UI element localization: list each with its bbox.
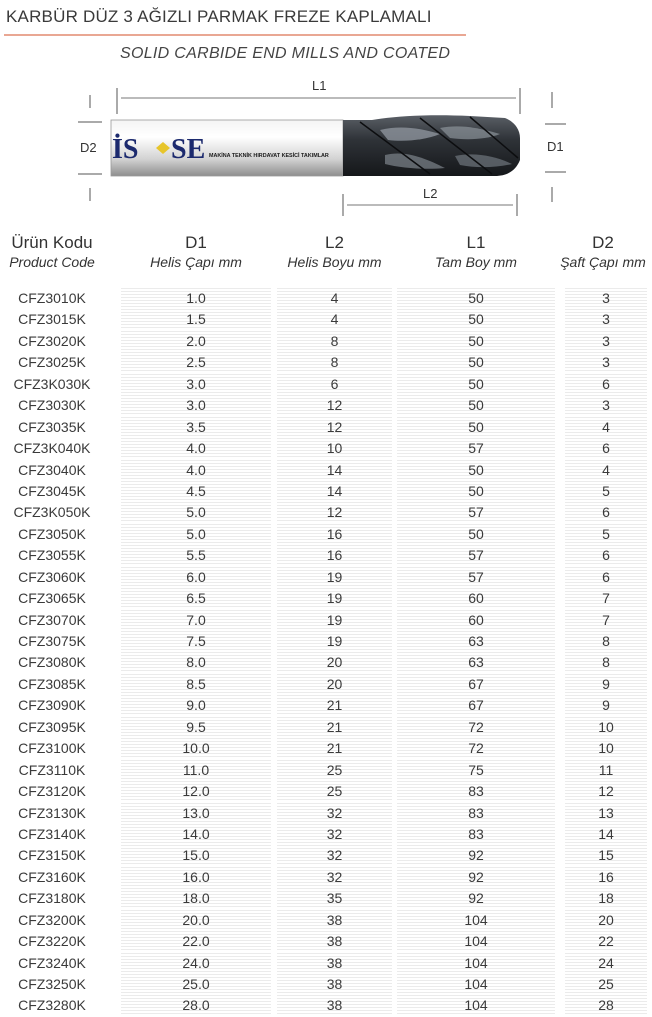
d1-cell: 2.0 (121, 331, 271, 351)
product-code-cell: CFZ3250K (18, 976, 86, 992)
d1-cell: 8.0 (121, 652, 271, 672)
l2-cell: 12 (277, 417, 392, 437)
l2-cell: 8 (277, 352, 392, 372)
header-d2 (555, 232, 651, 272)
header-product-code-tr: Ürün Kodu (11, 233, 93, 252)
d2-cell: 10 (565, 717, 647, 737)
header-l2 (262, 232, 407, 272)
d2-cell: 14 (565, 824, 647, 844)
table-row (0, 481, 652, 502)
d1-cell: 4.0 (121, 438, 271, 458)
product-code-cell: CFZ3045K (18, 482, 86, 499)
product-code-cell: CFZ3035K (18, 418, 86, 435)
l1-cell: 72 (397, 738, 555, 758)
table-row (0, 867, 652, 888)
d1-cell: 3.0 (121, 374, 271, 394)
d2-cell: 6 (565, 502, 647, 522)
l2-cell: 32 (277, 867, 392, 887)
d1-cell: 4.5 (121, 481, 271, 501)
title-underline (4, 34, 466, 36)
l1-cell: 63 (397, 652, 555, 672)
table-row (0, 845, 652, 866)
table-row (0, 545, 652, 566)
table-row (0, 995, 652, 1016)
tool-shank (111, 120, 343, 176)
l2-cell: 38 (277, 910, 392, 930)
d2-cell: 6 (565, 438, 647, 458)
l1-cell: 50 (397, 524, 555, 544)
l2-cell: 8 (277, 331, 392, 351)
l1-cell: 72 (397, 717, 555, 737)
d1-cell: 7.5 (121, 631, 271, 651)
d2-cell: 3 (565, 288, 647, 308)
product-code-cell: CFZ3010K (18, 290, 86, 306)
l2-cell: 32 (277, 845, 392, 865)
l1-cell: 92 (397, 888, 555, 908)
table-row (0, 803, 652, 824)
product-code-cell: CFZ3090K (18, 697, 86, 714)
d1-label: D1 (547, 139, 564, 154)
product-code-cell: CFZ3240K (18, 954, 86, 971)
l2-cell: 12 (277, 502, 392, 522)
d1-cell: 3.0 (121, 395, 271, 415)
header-l2-code: L2 (325, 233, 344, 252)
l1-cell: 104 (397, 974, 555, 994)
l1-cell: 50 (397, 374, 555, 394)
product-code-cell: CFZ3075K (18, 633, 86, 649)
header-l1-code: L1 (466, 233, 486, 252)
table-row (0, 674, 652, 695)
l2-cell: 6 (277, 374, 392, 394)
l1-cell: 57 (397, 502, 555, 522)
d1-cell: 12.0 (121, 781, 271, 801)
l2-cell: 16 (277, 545, 392, 565)
d1-cell: 9.0 (121, 695, 271, 715)
l1-cell: 83 (397, 781, 555, 801)
l2-cell: 38 (277, 931, 392, 951)
d2-cell: 9 (565, 674, 647, 694)
product-code-cell: CFZ3060K (18, 568, 86, 585)
l2-cell: 25 (277, 760, 392, 780)
l2-cell: 12 (277, 395, 392, 415)
table-row (0, 781, 652, 802)
product-code-cell: CFZ3110K (18, 761, 86, 778)
d2-label: D2 (80, 140, 97, 155)
product-table (0, 288, 652, 1017)
d1-cell: 18.0 (121, 888, 271, 908)
d2-cell: 22 (565, 931, 647, 951)
l2-cell: 19 (277, 631, 392, 651)
table-row (0, 438, 652, 459)
l2-cell: 35 (277, 888, 392, 908)
l2-cell: 4 (277, 309, 392, 329)
product-code-cell: CFZ3040K (18, 461, 86, 478)
table-row (0, 524, 652, 545)
header-l1 (397, 232, 555, 272)
product-code-cell: CFZ3180K (18, 890, 86, 907)
l2-cell: 38 (277, 974, 392, 994)
product-code-cell: CFZ3095K (18, 718, 86, 735)
l2-cell: 21 (277, 738, 392, 758)
header-product-code (0, 232, 104, 272)
l2-cell: 16 (277, 524, 392, 544)
d2-cell: 12 (565, 781, 647, 801)
d2-cell: 13 (565, 803, 647, 823)
table-row (0, 953, 652, 974)
d1-cell: 3.5 (121, 417, 271, 437)
table-row (0, 331, 652, 352)
product-code-cell: CFZ3K030K (13, 375, 91, 392)
end-mill-diagram (0, 70, 652, 230)
product-code-cell: CFZ3100K (18, 740, 86, 757)
header-d1 (121, 232, 271, 272)
d2-cell: 6 (565, 545, 647, 565)
l1-cell: 50 (397, 352, 555, 372)
page-subtitle: SOLID CARBIDE END MILLS AND COATED (120, 45, 451, 62)
product-code-cell: CFZ3140K (18, 825, 86, 842)
table-row (0, 610, 652, 631)
l1-cell: 63 (397, 631, 555, 651)
product-code-cell: CFZ3030K (18, 397, 86, 414)
table-row (0, 352, 652, 373)
l1-cell: 50 (397, 395, 555, 415)
d1-cell: 14.0 (121, 824, 271, 844)
d2-cell: 3 (565, 352, 647, 372)
product-code-cell: CFZ3085K (18, 675, 86, 692)
l1-cell: 50 (397, 309, 555, 329)
d2-cell: 16 (565, 867, 647, 887)
d1-cell: 15.0 (121, 845, 271, 865)
product-code-cell: CFZ3220K (18, 933, 86, 950)
table-row (0, 374, 652, 395)
d2-cell: 8 (565, 652, 647, 672)
table-row (0, 567, 652, 588)
product-code-cell: CFZ3K040K (13, 440, 91, 457)
d1-cell: 5.0 (121, 524, 271, 544)
d1-cell: 11.0 (121, 760, 271, 780)
d1-cell: 22.0 (121, 931, 271, 951)
d2-cell: 10 (565, 738, 647, 758)
d2-cell: 5 (565, 481, 647, 501)
l2-cell: 25 (277, 781, 392, 801)
d2-cell: 5 (565, 524, 647, 544)
header-d1-code: D1 (185, 233, 207, 252)
d2-cell: 11 (565, 760, 647, 780)
table-row (0, 460, 652, 481)
table-row (0, 652, 652, 673)
l1-cell: 57 (397, 438, 555, 458)
l1-cell: 92 (397, 845, 555, 865)
header-product-code-en: Product Code (9, 254, 95, 270)
l1-cell: 60 (397, 588, 555, 608)
product-code-cell: CFZ3200K (18, 911, 86, 928)
l1-cell: 50 (397, 288, 555, 308)
d1-cell: 24.0 (121, 953, 271, 973)
d1-cell: 20.0 (121, 910, 271, 930)
l2-cell: 19 (277, 610, 392, 630)
product-code-cell: CFZ3055K (18, 547, 86, 564)
l1-cell: 67 (397, 695, 555, 715)
l2-cell: 20 (277, 652, 392, 672)
d2-cell: 28 (565, 995, 647, 1015)
d2-cell: 15 (565, 845, 647, 865)
d2-cell: 4 (565, 460, 647, 480)
product-code-cell: CFZ3120K (18, 783, 86, 800)
table-row (0, 738, 652, 759)
l1-cell: 57 (397, 567, 555, 587)
table-row (0, 309, 652, 330)
l2-cell: 14 (277, 481, 392, 501)
logo-text-right: SE (171, 134, 206, 165)
l2-cell: 21 (277, 695, 392, 715)
l1-cell: 92 (397, 867, 555, 887)
logo-text-left: İS (112, 134, 139, 165)
l1-cell: 104 (397, 953, 555, 973)
table-row (0, 760, 652, 781)
d1-cell: 6.0 (121, 567, 271, 587)
d2-cell: 9 (565, 695, 647, 715)
d2-cell: 6 (565, 567, 647, 587)
table-row (0, 631, 652, 652)
d2-cell: 24 (565, 953, 647, 973)
l1-cell: 50 (397, 417, 555, 437)
product-code-cell: CFZ3K050K (13, 504, 91, 521)
table-row (0, 502, 652, 523)
l2-cell: 20 (277, 674, 392, 694)
d1-cell: 5.5 (121, 545, 271, 565)
l1-cell: 104 (397, 995, 555, 1015)
l1-cell: 60 (397, 610, 555, 630)
l2-cell: 21 (277, 717, 392, 737)
product-code-cell: CFZ3070K (18, 611, 86, 628)
l2-cell: 38 (277, 953, 392, 973)
d1-cell: 9.5 (121, 717, 271, 737)
header-d2-code: D2 (592, 233, 614, 252)
l1-cell: 50 (397, 331, 555, 351)
header-l1-desc: Tam Boy mm (435, 254, 517, 270)
table-row (0, 695, 652, 716)
d1-cell: 2.5 (121, 352, 271, 372)
l1-cell: 104 (397, 910, 555, 930)
table-row (0, 931, 652, 952)
l2-cell: 4 (277, 288, 392, 308)
d2-cell: 25 (565, 974, 647, 994)
product-code-cell: CFZ3150K (18, 847, 86, 864)
l2-cell: 19 (277, 567, 392, 587)
d2-cell: 7 (565, 610, 647, 630)
header-l2-desc: Helis Boyu mm (287, 254, 382, 270)
d2-cell: 3 (565, 309, 647, 329)
l1-cell: 83 (397, 824, 555, 844)
product-code-cell: CFZ3025K (18, 354, 86, 371)
l2-cell: 14 (277, 460, 392, 480)
product-code-cell: CFZ3130K (18, 804, 86, 821)
table-row (0, 824, 652, 845)
d2-cell: 4 (565, 417, 647, 437)
d1-cell: 28.0 (121, 995, 271, 1015)
table-row (0, 288, 652, 309)
header-d2-desc: Şaft Çapı mm (560, 254, 646, 270)
d2-cell: 6 (565, 374, 647, 394)
d1-cell: 7.0 (121, 610, 271, 630)
product-code-cell: CFZ3280K (18, 997, 86, 1014)
l2-cell: 32 (277, 803, 392, 823)
table-row (0, 588, 652, 609)
d1-cell: 1.0 (121, 288, 271, 308)
d2-cell: 3 (565, 395, 647, 415)
l2-label: L2 (423, 186, 438, 201)
d2-cell: 7 (565, 588, 647, 608)
d2-cell: 18 (565, 888, 647, 908)
l1-label: L1 (312, 78, 327, 93)
product-code-cell: CFZ3020K (18, 332, 86, 349)
product-code-cell: CFZ3080K (18, 654, 86, 671)
logo-tagline: MAKİNA TEKNİK HIRDAVAT KESİCİ TAKIMLAR (209, 153, 329, 159)
table-row (0, 717, 652, 738)
table-row (0, 888, 652, 909)
product-code-cell: CFZ3160K (18, 868, 86, 885)
page-title: KARBÜR DÜZ 3 AĞIZLI PARMAK FREZE KAPLAMALI (6, 7, 432, 26)
d1-cell: 13.0 (121, 803, 271, 823)
l1-cell: 67 (397, 674, 555, 694)
d1-cell: 4.0 (121, 460, 271, 480)
d1-cell: 8.5 (121, 674, 271, 694)
l2-cell: 10 (277, 438, 392, 458)
l1-cell: 50 (397, 481, 555, 501)
l1-cell: 83 (397, 803, 555, 823)
d1-cell: 16.0 (121, 867, 271, 887)
l2-cell: 32 (277, 824, 392, 844)
d1-cell: 5.0 (121, 502, 271, 522)
l1-cell: 57 (397, 545, 555, 565)
product-code-cell: CFZ3015K (18, 311, 86, 328)
d1-cell: 25.0 (121, 974, 271, 994)
l2-cell: 38 (277, 995, 392, 1015)
header-d1-desc: Helis Çapı mm (150, 254, 242, 270)
l1-cell: 75 (397, 760, 555, 780)
table-row (0, 417, 652, 438)
d2-cell: 20 (565, 910, 647, 930)
l1-cell: 104 (397, 931, 555, 951)
product-code-cell: CFZ3050K (18, 525, 86, 542)
table-row (0, 910, 652, 931)
d1-cell: 1.5 (121, 309, 271, 329)
table-row (0, 974, 652, 995)
d1-cell: 10.0 (121, 738, 271, 758)
l2-cell: 19 (277, 588, 392, 608)
product-code-cell: CFZ3065K (18, 590, 86, 607)
l1-cell: 50 (397, 460, 555, 480)
d1-cell: 6.5 (121, 588, 271, 608)
d2-cell: 8 (565, 631, 647, 651)
table-row (0, 395, 652, 416)
d2-cell: 3 (565, 331, 647, 351)
